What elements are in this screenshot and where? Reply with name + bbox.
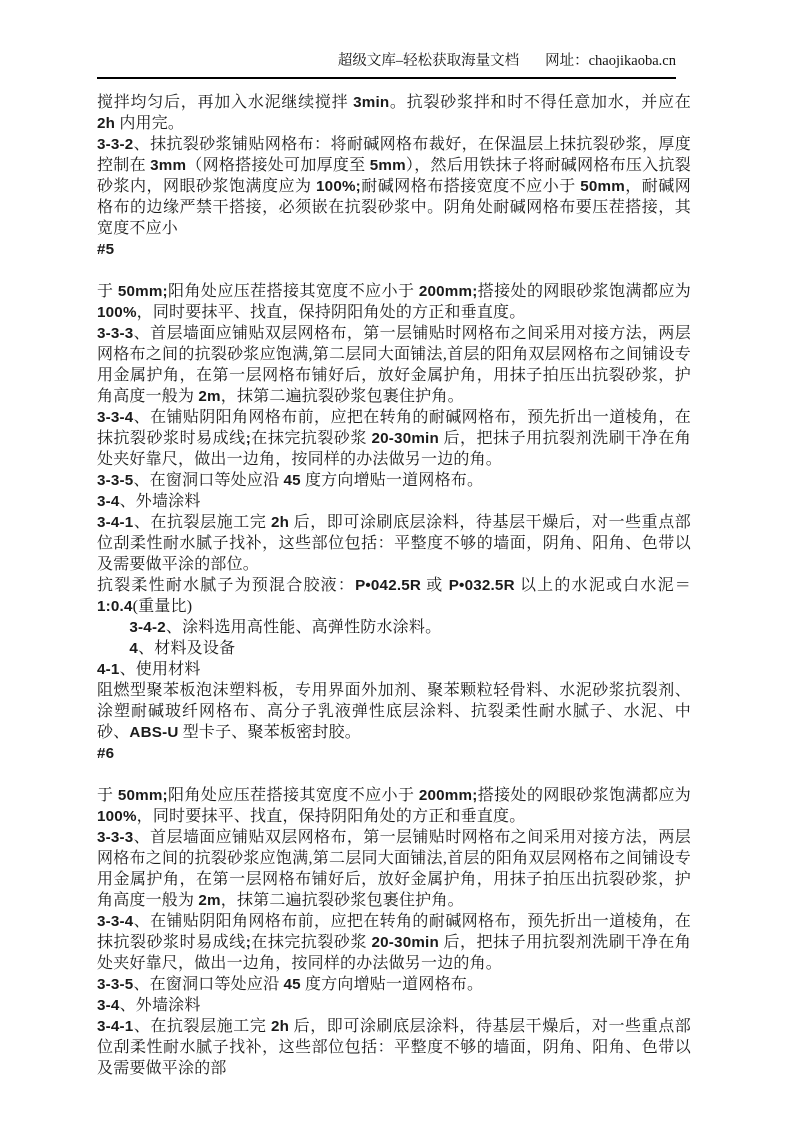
header-site-label: 超级文库–轻松获取海量文档 [337, 53, 520, 69]
paragraph: 于 50mm;阳角处应压茬搭接其宽度不应小于 200mm;搭接处的网眼砂浆饱满都应为 100%，同时要抹平、找直，保持阴阳角处的方正和垂直度。 [97, 283, 691, 321]
paragraph: 3-4、外墙涂料 [97, 493, 201, 510]
page-header [97, 50, 676, 79]
paragraph: 搅拌均匀后，再加入水泥继续搅拌 3min。抗裂砂浆拌和时不得任意加水，并应在 2h 内用完。 [97, 94, 692, 132]
paragraph: 4-1、使用材料 [97, 661, 201, 678]
paragraph: 3-3-2、抹抗裂砂浆铺贴网格布：将耐碱网格布裁好，在保温层上抹抗裂砂浆，厚度控制在 3mm（网格搭接处可加厚度至 5mm），然后用铁抹子将耐碱网格布压入抗裂砂浆内，网眼砂浆饱满度应为 100%;耐碱网格布搭接宽度不应小于 50mm，耐碱网格布的边缘严禁干搭接，必须嵌在抗裂砂浆中。阴角处耐碱网格布要压茬搭接，其宽度不应小 [97, 136, 691, 237]
page-marker: #6 [97, 745, 115, 762]
paragraph: 于 50mm;阳角处应压茬搭接其宽度不应小于 200mm;搭接处的网眼砂浆饱满都应为 100%，同时要抹平、找直，保持阴阳角处的方正和垂直度。 [97, 787, 691, 825]
paragraph: 3-3-4、在铺贴阴阳角网格布前，应把在转角的耐碱网格布，预先折出一道棱角，在抹抗裂砂浆时易成线;在抹完抗裂砂浆 20-30min 后，把抹子用抗裂剂洗刷干净在角处夹好靠尺，做出一边角，按同样的办法做另一边的角。 [97, 409, 691, 468]
paragraph: 3-3-3、首层墙面应铺贴双层网格布，第一层铺贴时网格布之间采用对接方法，两层网格布之间的抗裂砂浆应饱满,第二层同大面铺法,首层的阳角双层网格布之间铺设专用金属护角，在第一层网格布铺好后，放好金属护角，用抹子拍压出抗裂砂浆，护角高度一般为 2m，抹第二遍抗裂砂浆包裹住护角。 [97, 829, 691, 909]
paragraph: 4、材料及设备 [129, 640, 236, 657]
paragraph: 3-3-5、在窗洞口等处应沿 45 度方向增贴一道网格布。 [97, 472, 484, 489]
paragraph: 抗裂柔性耐水腻子为预混合胶液：P•042.5R 或 P•032.5R 以上的水泥或白水泥＝1:0.4(重量比) [97, 577, 691, 615]
paragraph: 3-4-2、涂料选用高性能、高弹性防水涂料。 [129, 619, 442, 636]
paragraph: 阻燃型聚苯板泡沫塑料板，专用界面外加剂、聚苯颗粒轻骨料、水泥砂浆抗裂剂、涂塑耐碱玻纤网格布、高分子乳液弹性底层涂料、抗裂柔性耐水腻子、水泥、中砂、ABS-U 型卡子、聚苯板密封胶。 [97, 682, 691, 741]
paragraph: 3-4-1、在抗裂层施工完 2h 后，即可涂刷底层涂料，待基层干燥后，对一些重点部位刮柔性耐水腻子找补，这些部位包括：平整度不够的墙面，阴角、阳角、色带以及需要做平涂的部 [97, 1018, 691, 1077]
header-url-label: 网址：chaojikaoba.cn [545, 53, 676, 69]
paragraph: 3-3-5、在窗洞口等处应沿 45 度方向增贴一道网格布。 [97, 976, 484, 993]
page-marker: #5 [97, 241, 115, 258]
paragraph: 3-4、外墙涂料 [97, 997, 201, 1014]
paragraph: 3-4-1、在抗裂层施工完 2h 后，即可涂刷底层涂料，待基层干燥后，对一些重点部位刮柔性耐水腻子找补，这些部位包括：平整度不够的墙面，阴角、阳角、色带以及需要做平涂的部位。 [97, 514, 691, 573]
paragraph: 3-3-4、在铺贴阴阳角网格布前，应把在转角的耐碱网格布，预先折出一道棱角，在抹抗裂砂浆时易成线;在抹完抗裂砂浆 20-30min 后，把抹子用抗裂剂洗刷干净在角处夹好靠尺，做出一边角，按同样的办法做另一边的角。 [97, 913, 691, 972]
paragraph: 3-3-3、首层墙面应铺贴双层网格布，第一层铺贴时网格布之间采用对接方法，两层网格布之间的抗裂砂浆应饱满,第二层同大面铺法,首层的阳角双层网格布之间铺设专用金属护角，在第一层网格布铺好后，放好金属护角，用抹子拍压出抗裂砂浆，护角高度一般为 2m，抹第二遍抗裂砂浆包裹住护角。 [97, 325, 691, 405]
document-body [97, 92, 691, 1079]
